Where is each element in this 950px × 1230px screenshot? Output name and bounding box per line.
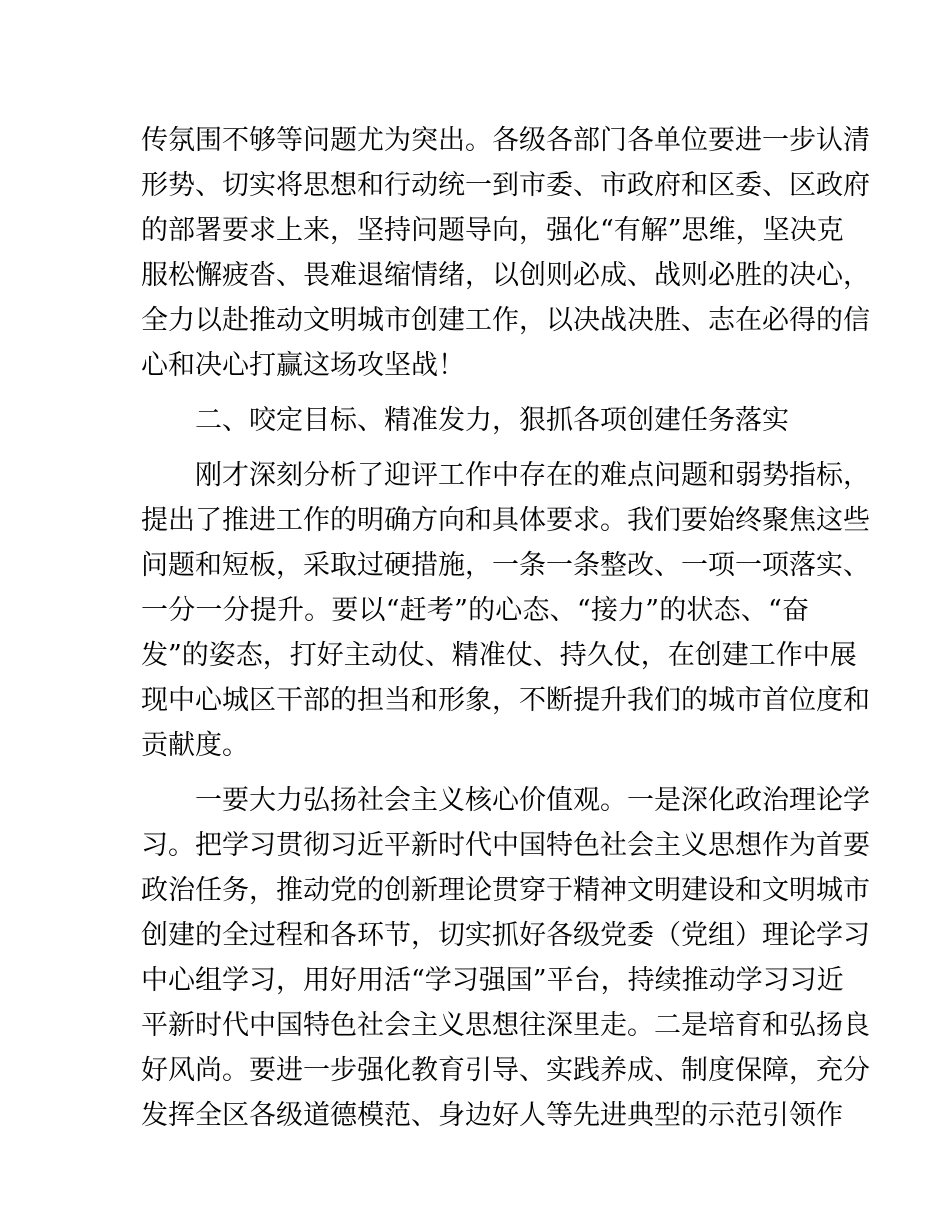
document-body xyxy=(141,118,870,1138)
text-line: 心和决心打赢这场攻坚战！ xyxy=(141,350,465,381)
text-line: 全力以赴推动文明城市创建工作，以决战决胜、志在必得的信 xyxy=(141,305,870,336)
paragraph-gap xyxy=(141,388,809,398)
text-line: 形势、切实将思想和行动统一到市委、市政府和区委、区政府 xyxy=(141,170,870,201)
text-line: 的部署要求上来，坚持问题导向，强化“有解”思维，坚决克 xyxy=(141,215,844,246)
text-line: 二、咬定目标、精准发力，狠抓各项创建任务落实 xyxy=(141,405,789,436)
text-line: 一分一分提升。要以“赶考”的心态、“接力”的状态、“奋 xyxy=(141,595,809,626)
paragraph-1 xyxy=(141,118,870,388)
text-line: 好风尚。要进一步强化教育引导、实践养成、制度保障，充分 xyxy=(141,1055,870,1086)
text-line: 创建的全过程和各环节，切实抓好各级党委（党组）理论学习 xyxy=(141,920,870,951)
text-line: 中心组学习，用好用活“学习强国”平台，持续推动学习习近 xyxy=(141,965,844,996)
text-line: 现中心城区干部的担当和形象，不断提升我们的城市首位度和 xyxy=(141,685,870,716)
text-line: 刚才深刻分析了迎评工作中存在的难点问题和弱势指标， xyxy=(141,460,870,491)
text-line: 发挥全区各级道德模范、身边好人等先进典型的示范引领作 xyxy=(141,1100,843,1131)
text-line: 习。把学习贯彻习近平新时代中国特色社会主义思想作为首要 xyxy=(141,830,870,861)
paragraph-3 xyxy=(141,778,870,1138)
paragraph-gap xyxy=(141,768,809,778)
paragraph-gap xyxy=(141,443,809,453)
text-line: 提出了推进工作的明确方向和具体要求。我们要始终聚焦这些 xyxy=(141,505,870,536)
section-heading-2 xyxy=(141,398,809,443)
paragraph-2 xyxy=(141,453,870,768)
text-line: 传氛围不够等问题尤为突出。各级各部门各单位要进一步认清 xyxy=(141,125,870,156)
text-line: 平新时代中国特色社会主义思想往深里走。二是培育和弘扬良 xyxy=(141,1010,870,1041)
text-line: 政治任务，推动党的创新理论贯穿于精神文明建设和文明城市 xyxy=(141,875,870,906)
text-line: 发”的姿态，打好主动仗、精准仗、持久仗，在创建工作中展 xyxy=(141,640,857,671)
text-line: 贡献度。 xyxy=(141,730,249,761)
text-line: 服松懈疲沓、畏难退缩情绪，以创则必成、战则必胜的决心， xyxy=(141,260,870,291)
text-line: 一要大力弘扬社会主义核心价值观。一是深化政治理论学 xyxy=(141,785,870,816)
text-line: 问题和短板，采取过硬措施，一条一条整改、一项一项落实、 xyxy=(141,550,870,581)
